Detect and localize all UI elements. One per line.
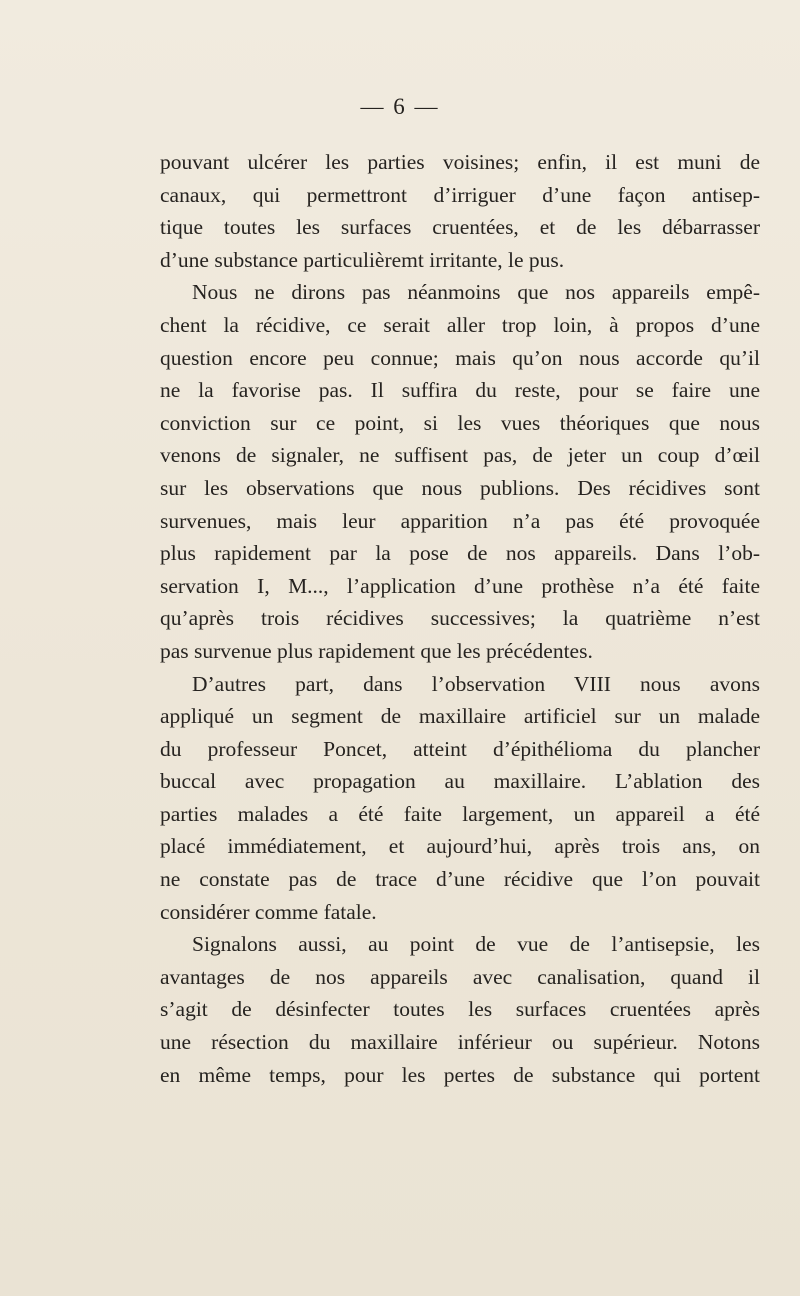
paragraph-start-line: D’autres part, dans l’observation VIII nous avons	[192, 671, 760, 696]
text-line: placé immédiatement, et aujourd’hui, après trois ans, on	[160, 834, 760, 859]
text-line: servation I, M..., l’application d’une prothèse n’a été faite	[160, 573, 760, 598]
text-line: survenues, mais leur apparition n’a pas été provoquée	[160, 508, 760, 533]
paragraph-start-line: Signalons aussi, au point de vue de l’antisepsie, les	[192, 932, 760, 957]
text-line: plus rapidement par la pose de nos appareils. Dans l’ob-	[160, 541, 760, 566]
text-line: pas survenue plus rapidement que les précédentes.	[160, 638, 593, 663]
text-line: ne la favorise pas. Il suffira du reste, pour se faire une	[160, 378, 760, 403]
body-text	[160, 146, 760, 1091]
text-line: ne constate pas de trace d’une récidive que l’on pouvait	[160, 867, 760, 892]
text-line: du professeur Poncet, atteint d’épithélioma du plancher	[160, 736, 760, 761]
text-line: appliqué un segment de maxillaire artificiel sur un malade	[160, 704, 760, 729]
text-line: chent la récidive, ce serait aller trop loin, à propos d’une	[160, 312, 760, 337]
text-line: qu’après trois récidives successives; la quatrième n’est	[160, 606, 760, 631]
text-line: une résection du maxillaire inférieur ou supérieur. Notons	[160, 1030, 760, 1055]
text-line: pouvant ulcérer les parties voisines; enfin, il est muni de	[160, 150, 760, 174]
text-line: conviction sur ce point, si les vues théoriques que nous	[160, 410, 760, 435]
text-line: question encore peu connue; mais qu’on nous accorde qu’il	[160, 345, 760, 370]
page-number: — 6 —	[360, 94, 440, 119]
text-line: avantages de nos appareils avec canalisation, quand il	[160, 964, 760, 989]
text-line: canaux, qui permettront d’irriguer d’une façon antisep-	[160, 182, 760, 207]
text-line: tique toutes les surfaces cruentées, et de les débarrasser	[160, 215, 760, 240]
text-line: buccal avec propagation au maxillaire. L’ablation des	[160, 769, 760, 794]
text-line: s’agit de désinfecter toutes les surfaces cruentées après	[160, 997, 760, 1022]
text-line: venons de signaler, ne suffisent pas, de jeter un coup d’œil	[160, 443, 760, 468]
text-line: considérer comme fatale.	[160, 899, 377, 924]
paragraph-start-line: Nous ne dirons pas néanmoins que nos appareils empê-	[192, 280, 760, 305]
text-line: en même temps, pour les pertes de substance qui portent	[160, 1062, 760, 1087]
text-line: sur les observations que nous publions. Des récidives sont	[160, 475, 760, 500]
text-line: parties malades a été faite largement, un appareil a été	[160, 801, 760, 826]
text-line: d’une substance particulièremt irritante, le pus.	[160, 247, 565, 272]
